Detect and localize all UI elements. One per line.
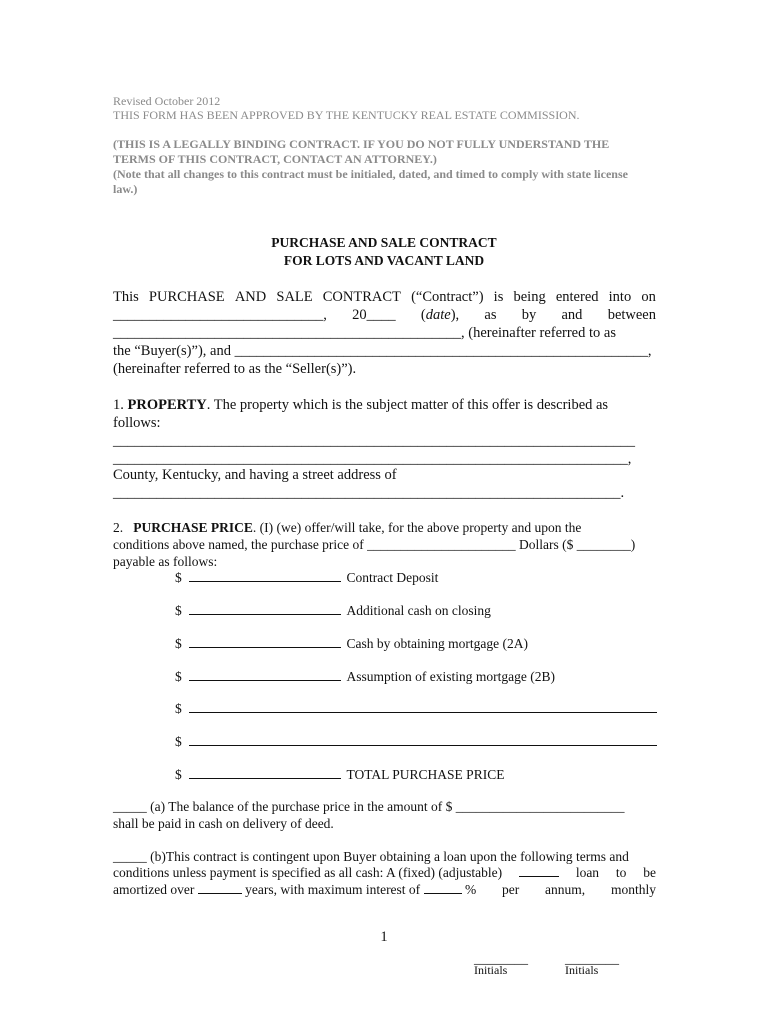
street-address-blank[interactable]: ______________________________________________________________________. [113, 485, 625, 501]
payment-item-row [175, 733, 657, 750]
initials-blank-2[interactable]: ________ [565, 951, 619, 966]
intro-line1 [113, 288, 656, 306]
amount-blank[interactable] [189, 733, 657, 746]
amount-blank[interactable] [189, 668, 341, 681]
dollar-sign: $ [175, 603, 182, 618]
payment-item-label: Cash by obtaining mortgage (2A) [346, 636, 528, 651]
amount-blank[interactable] [189, 569, 341, 582]
binding-warning-line2: TERMS OF THIS CONTRACT, CONTACT AN ATTORNEY.) [113, 152, 437, 166]
intro-word: PURCHASE [148, 289, 225, 305]
payment-item-row [175, 569, 438, 586]
dollar-sign: $ [175, 701, 182, 716]
buyer-name-blank[interactable]: ________________________________________________ [113, 325, 461, 341]
payment-item-label: Contract Deposit [346, 570, 439, 585]
clause-b-line2: conditions unless payment is specified as all cash: A (fixed) (adjustable) loan to be [113, 865, 656, 880]
purchase-price-heading: PURCHASE PRICE [133, 520, 253, 535]
price-line1: 2. PURCHASE PRICE. (I) (we) offer/will take, for the above property and upon the [113, 520, 582, 535]
dollar-sign: $ [175, 767, 182, 782]
initials-label-1: Initials [474, 963, 508, 977]
revised-date: Revised October 2012 [113, 94, 221, 108]
binding-warning-line1: (THIS IS A LEGALLY BINDING CONTRACT. IF YOU DO NOT FULLY UNDERSTAND THE [113, 137, 610, 151]
clause-b-line3: amortized over years, with maximum interest of % per annum, monthly [113, 882, 656, 897]
intro-word: by [521, 307, 537, 323]
approval-notice: THIS FORM HAS BEEN APPROVED BY THE KENTUCKY REAL ESTATE COMMISSION. [113, 108, 580, 122]
interest-rate-blank[interactable] [424, 881, 462, 894]
payment-item-row [175, 602, 491, 619]
payment-item-label: TOTAL PURCHASE PRICE [346, 767, 505, 782]
intro-line5: (hereinafter referred to as the “Seller(s)”). [113, 361, 357, 377]
intro-line4: the “Buyer(s)”), and _________________________________________________________, [113, 343, 652, 359]
contract-title-line2: FOR LOTS AND VACANT LAND [283, 253, 485, 268]
intro-word: CONTRACT [322, 289, 401, 305]
intro-word: as [484, 307, 497, 323]
intro-word: between [607, 307, 656, 323]
property-line1: 1. PROPERTY. The property which is the subject matter of this offer is described as [113, 397, 609, 413]
dollar-sign: $ [175, 734, 182, 749]
payment-item-row [175, 668, 555, 685]
payment-item-row [175, 766, 504, 783]
intro-word: This [113, 289, 139, 305]
amortization-years-blank[interactable] [198, 881, 242, 894]
property-heading: PROPERTY [127, 397, 207, 413]
changes-note-line2: law.) [113, 182, 138, 196]
dollar-sign: $ [175, 636, 182, 651]
intro-line3: ________________________________________________, (hereinafter referred to as [113, 325, 616, 341]
amount-blank[interactable] [189, 635, 341, 648]
page-number: 1 [380, 929, 388, 945]
intro-word: entered [555, 289, 599, 305]
payment-item-row [175, 700, 657, 717]
property-line2: follows: [113, 415, 161, 431]
clause-a-line2: shall be paid in cash on delivery of deed. [113, 816, 334, 831]
property-description-blank-2[interactable]: _______________________________________________________________________, [113, 451, 632, 467]
intro-word: SALE [276, 289, 313, 305]
intro-word: being [513, 289, 546, 305]
price-line3: payable as follows: [113, 554, 218, 569]
payment-item-label: Additional cash on closing [346, 603, 491, 618]
clause-a-line1: _____ (a) The balance of the purchase price in the amount of $ _________________________ [113, 799, 625, 814]
clause-b-line1: _____ (b)This contract is contingent upon Buyer obtaining a loan upon the following terms and [113, 849, 629, 864]
intro-word: AND [234, 289, 267, 305]
contract-year-blank[interactable]: 20____ [352, 307, 396, 323]
loan-amount-blank[interactable] [519, 864, 559, 877]
dollar-sign: $ [175, 669, 182, 684]
seller-name-blank[interactable]: _________________________________________________________, [234, 343, 652, 359]
initials-label-2: Initials [565, 963, 599, 977]
price-line2: conditions above named, the purchase price of ______________________ Dollars ($ ________) [113, 537, 636, 552]
amount-blank[interactable] [189, 700, 657, 713]
intro-line2 [113, 306, 656, 324]
contract-date-blank[interactable]: _____________________________, [113, 307, 327, 323]
intro-word: is [493, 289, 504, 305]
date-label: (date), [420, 307, 460, 323]
payment-item-label: Assumption of existing mortgage (2B) [346, 669, 555, 684]
dollar-sign: $ [175, 570, 182, 585]
county-line: County, Kentucky, and having a street address of [113, 467, 397, 483]
changes-note-line1: (Note that all changes to this contract must be initialed, dated, and timed to comply with state license [113, 167, 628, 181]
intro-word: (“Contract”) [411, 289, 484, 305]
intro-word: into [608, 289, 632, 305]
initials-blank-1[interactable]: ________ [474, 951, 528, 966]
amount-blank[interactable] [189, 766, 341, 779]
intro-word: and [561, 307, 583, 323]
amount-blank[interactable] [189, 602, 341, 615]
payment-item-row [175, 635, 528, 652]
contract-title-line1: PURCHASE AND SALE CONTRACT [271, 235, 497, 250]
property-description-blank-1[interactable]: ________________________________________________________________________ [113, 433, 635, 449]
intro-word: on [641, 289, 656, 305]
